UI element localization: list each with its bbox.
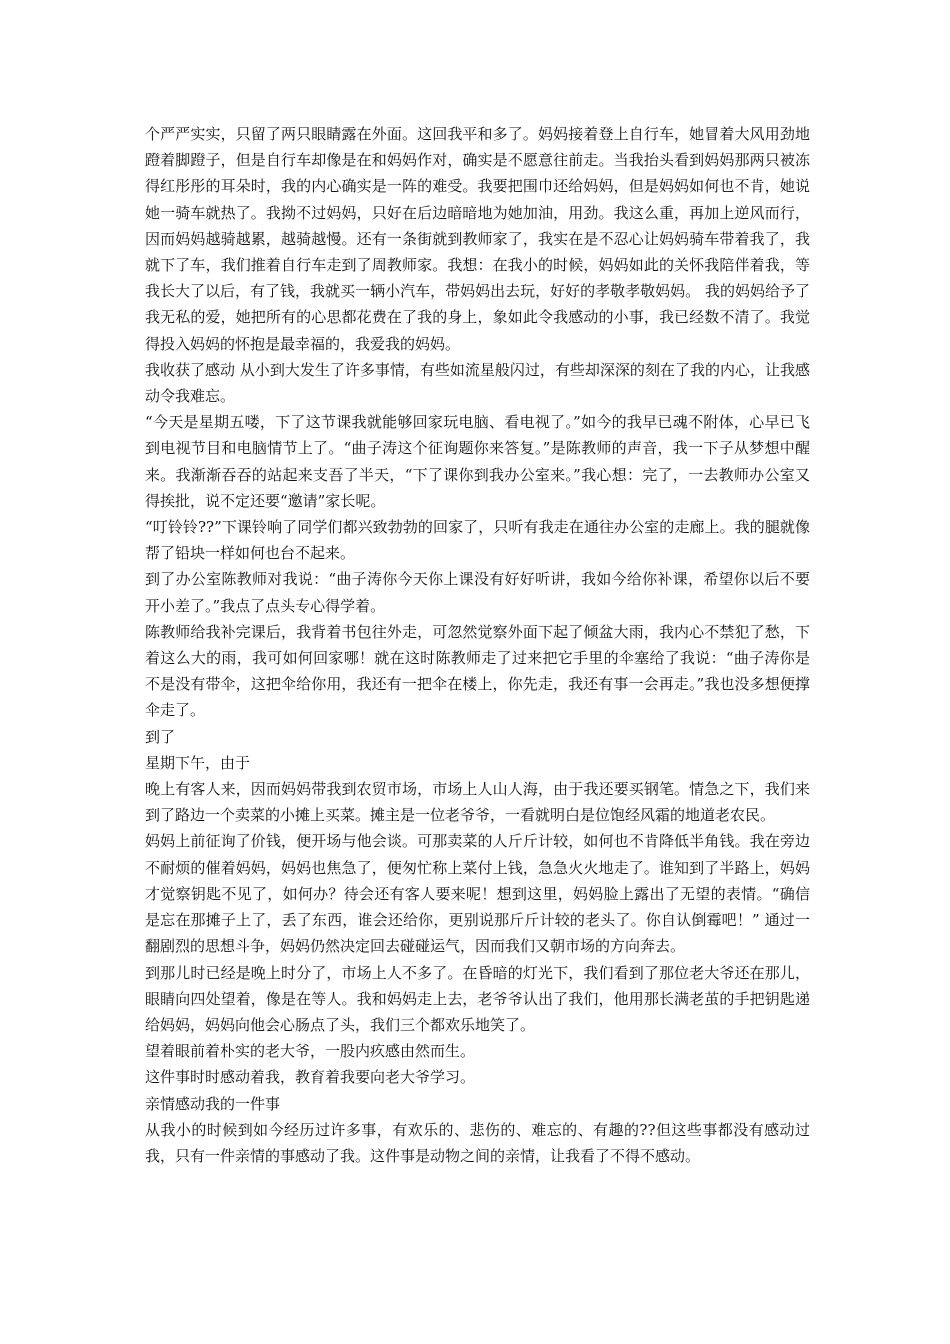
paragraph: 妈妈上前征询了价钱，便开场与他会谈。可那卖菜的人斤斤计较，如何也不肯降低半角钱。我在旁边不耐烦的催着妈妈，妈妈也焦急了，便匆忙称上菜付上钱，急急火火地走了。谁知到了半路上，妈妈才觉察钥匙不见了，如何办？待会还有客人要来呢！想到这里，妈妈脸上露出了无望的表情。“确信是忘在那摊子上了，丢了东西，谁会还给你，更别说那斤斤计较的老头了。你自认倒霉吧！” 通过一翻剧烈的思想斗争，妈妈仍然决定回去碰碰运气，因而我们又朝市场的方向奔去。 bbox=[145, 832, 810, 956]
document-body bbox=[145, 121, 810, 1169]
paragraph: 到了 bbox=[145, 727, 176, 746]
paragraph: “今天是星期五喽，下了这节课我就能够回家玩电脑、看电视了。”如今的我早已魂不附体，心早已飞到电视节目和电脑情节上了。“曲子涛这个征询题你来答复。”是陈教师的声音，我一下子从梦想中醒来。我渐渐吞吞的站起来支吾了半天，“下了课你到我办公室来。”我心想：完了，一去教师办公室又得挨批，说不定还要“邀请”家长呢。 bbox=[145, 413, 810, 510]
paragraph: 到了办公室陈教师对我说：“曲子涛你今天你上课没有好好听讲，我如今给你补课，希望你以后不要开小差了。”我点了点头专心得学着。 bbox=[145, 570, 810, 615]
section-heading: 亲情感动我的一件事 bbox=[145, 1094, 281, 1113]
paragraph: 这件事时时感动着我，教育着我要向老大爷学习。 bbox=[145, 1068, 476, 1087]
paragraph: 到那儿时已经是晚上时分了，市场上人不多了。在昏暗的灯光下，我们看到了那位老大爷还在那儿，眼睛向四处望着，像是在等人。我和妈妈走上去，老爷爷认出了我们，他用那长满老茧的手把钥匙递给妈妈，妈妈向他会心肠点了头，我们三个都欢乐地笑了。 bbox=[145, 963, 810, 1034]
paragraph: 星期下午，由于 bbox=[145, 753, 251, 772]
paragraph: 陈教师给我补完课后，我背着书包往外走，可忽然觉察外面下起了倾盆大雨，我内心不禁犯了愁，下着这么大的雨，我可如何回家哪！就在这时陈教师走了过来把它手里的伞塞给了我说：“曲子涛你是不是没有带伞，这把伞给你用，我还有一把伞在楼上，你先走，我还有事一会再走。”我也没多想便撑伞走了。 bbox=[145, 622, 810, 720]
paragraph: 个严严实实，只留了两只眼睛露在外面。这回我平和多了。妈妈接着登上自行车，她冒着大风用劲地蹬着脚蹬子，但是自行车却像是在和妈妈作对，确实是不愿意往前走。当我抬头看到妈妈那两只被冻得红彤彤的耳朵时，我的内心确实是一阵的难受。我要把围巾还给妈妈，但是妈妈如何也不肯，她说她一骑车就热了。我拗不过妈妈，只好在后边暗暗地为她加油，用劲。我这么重，再加上逆风而行，因而妈妈越骑越累，越骑越慢。还有一条街就到教师家了，我实在是不忍心让妈妈骑车带着我了，我就下了车，我们推着自行车走到了周教师家。我想：在我小的时候，妈妈如此的关怀我陪伴着我，等我长大了以后，有了钱，我就买一辆小汽车，带妈妈出去玩，好好的孝敬孝敬妈妈。 我的妈妈给予了我无私的爱，她把所有的心思都花费在了我的身上，象如此令我感动的小事，我已经数不清了。我觉得投入妈妈的怀抱是最幸福的，我爱我的妈妈。 bbox=[145, 125, 810, 353]
paragraph: “叮铃铃??”下课铃响了同学们都兴致勃勃的回家了，只听有我走在通往办公室的走廊上。我的腿就像帮了铅块一样如何也台不起来。 bbox=[145, 518, 810, 563]
paragraph: 望着眼前着朴实的老大爷，一股内疚感由然而生。 bbox=[145, 1042, 476, 1061]
paragraph: 我收获了感动 从小到大发生了许多事情，有些如流星般闪过，有些却深深的刻在了我的内心，让我感动令我难忘。 bbox=[145, 360, 810, 406]
paragraph: 晚上有客人来，因而妈妈带我到农贸市场，市场上人山人海，由于我还要买钢笔。情急之下，我们来到了路边一个卖菜的小摊上买菜。摊主是一位老爷爷，一看就明白是位饱经风霜的地道老农民。 bbox=[145, 780, 810, 825]
paragraph: 从我小的时候到如今经历过许多事，有欢乐的、悲伤的、难忘的、有趣的??但这些事都没有感动过我，只有一件亲情的事感动了我。这件事是动物之间的亲情，让我看了不得不感动。 bbox=[145, 1120, 810, 1165]
